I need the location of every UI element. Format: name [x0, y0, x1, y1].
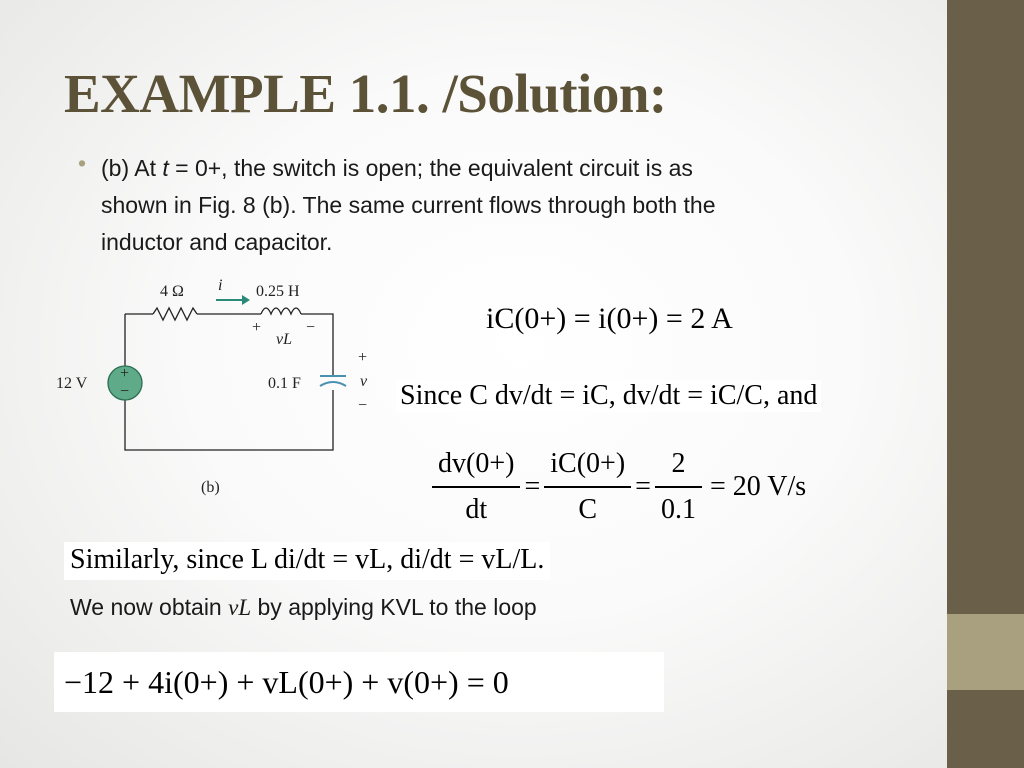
equals-sign: = — [524, 471, 541, 502]
obtain-sentence — [70, 594, 537, 621]
cap-v-label: v — [360, 373, 368, 390]
frac-dv-dt-num: dv(0+) — [432, 444, 520, 488]
circuit-wire-left-bottom — [125, 390, 333, 450]
figure-caption: (b) — [201, 479, 220, 496]
circuit-diagram — [56, 272, 386, 502]
frac-2-num: 2 — [655, 444, 702, 488]
dvdt-result: = 20 V/s — [709, 471, 807, 502]
vl-label: vL — [276, 331, 292, 348]
inductor-icon — [261, 308, 301, 314]
inductor-label: 0.25 H — [256, 283, 300, 300]
bullet-marker: • — [78, 150, 87, 176]
frac-ic-c-num: iC(0+) — [544, 444, 631, 488]
decorative-side-accent — [947, 614, 1024, 690]
current-label: i — [218, 277, 223, 294]
equation-since-c: Since C dv/dt = iC, dv/dt = iC/C, and — [396, 380, 821, 412]
frac-ic-c — [544, 444, 631, 530]
paragraph-line3: inductor and capacitor. — [101, 229, 333, 255]
paragraph-line1-post: = 0+, the switch is open; the equivalent circuit is as — [168, 155, 693, 181]
cap-minus: − — [358, 397, 368, 414]
source-label: 12 V — [56, 375, 88, 392]
vl-minus: − — [306, 319, 316, 336]
source-minus: − — [120, 383, 130, 400]
source-plus: + — [120, 365, 130, 382]
vl-plus: + — [252, 319, 262, 336]
obtain-var-vl: vL — [228, 595, 252, 620]
bullet-paragraph — [101, 150, 891, 261]
paragraph-var-t: t — [162, 155, 169, 181]
slide-title: EXAMPLE 1.1. /Solution: — [64, 63, 667, 124]
current-arrowhead-icon — [242, 295, 250, 305]
capacitor-label: 0.1 F — [268, 375, 301, 392]
equation-similarly: Similarly, since L di/dt = vL, di/dt = vL/L. — [64, 542, 550, 580]
frac-dv-dt-den: dt — [465, 494, 488, 525]
frac-dv-dt — [432, 444, 520, 530]
frac-01-den: 0.1 — [660, 494, 696, 525]
resistor-label: 4 Ω — [160, 283, 184, 300]
capacitor-icon — [320, 376, 346, 386]
obtain-pre: We now obtain — [70, 594, 229, 620]
frac-ic-c-den: C — [578, 494, 598, 525]
obtain-post: by applying KVL to the loop — [251, 594, 537, 620]
cap-plus: + — [358, 349, 368, 366]
resistor-icon — [153, 308, 197, 320]
equals-sign-2: = — [635, 471, 651, 502]
frac-2-01 — [655, 444, 702, 530]
paragraph-line2: shown in Fig. 8 (b). The same current flows through both the — [101, 192, 716, 218]
paragraph-line1-pre: (b) At — [101, 155, 163, 181]
equation-ic: iC(0+) = i(0+) = 2 A — [486, 302, 733, 335]
equation-kvl: −12 + 4i(0+) + vL(0+) + v(0+) = 0 — [54, 652, 664, 712]
equation-dvdt — [428, 444, 806, 530]
